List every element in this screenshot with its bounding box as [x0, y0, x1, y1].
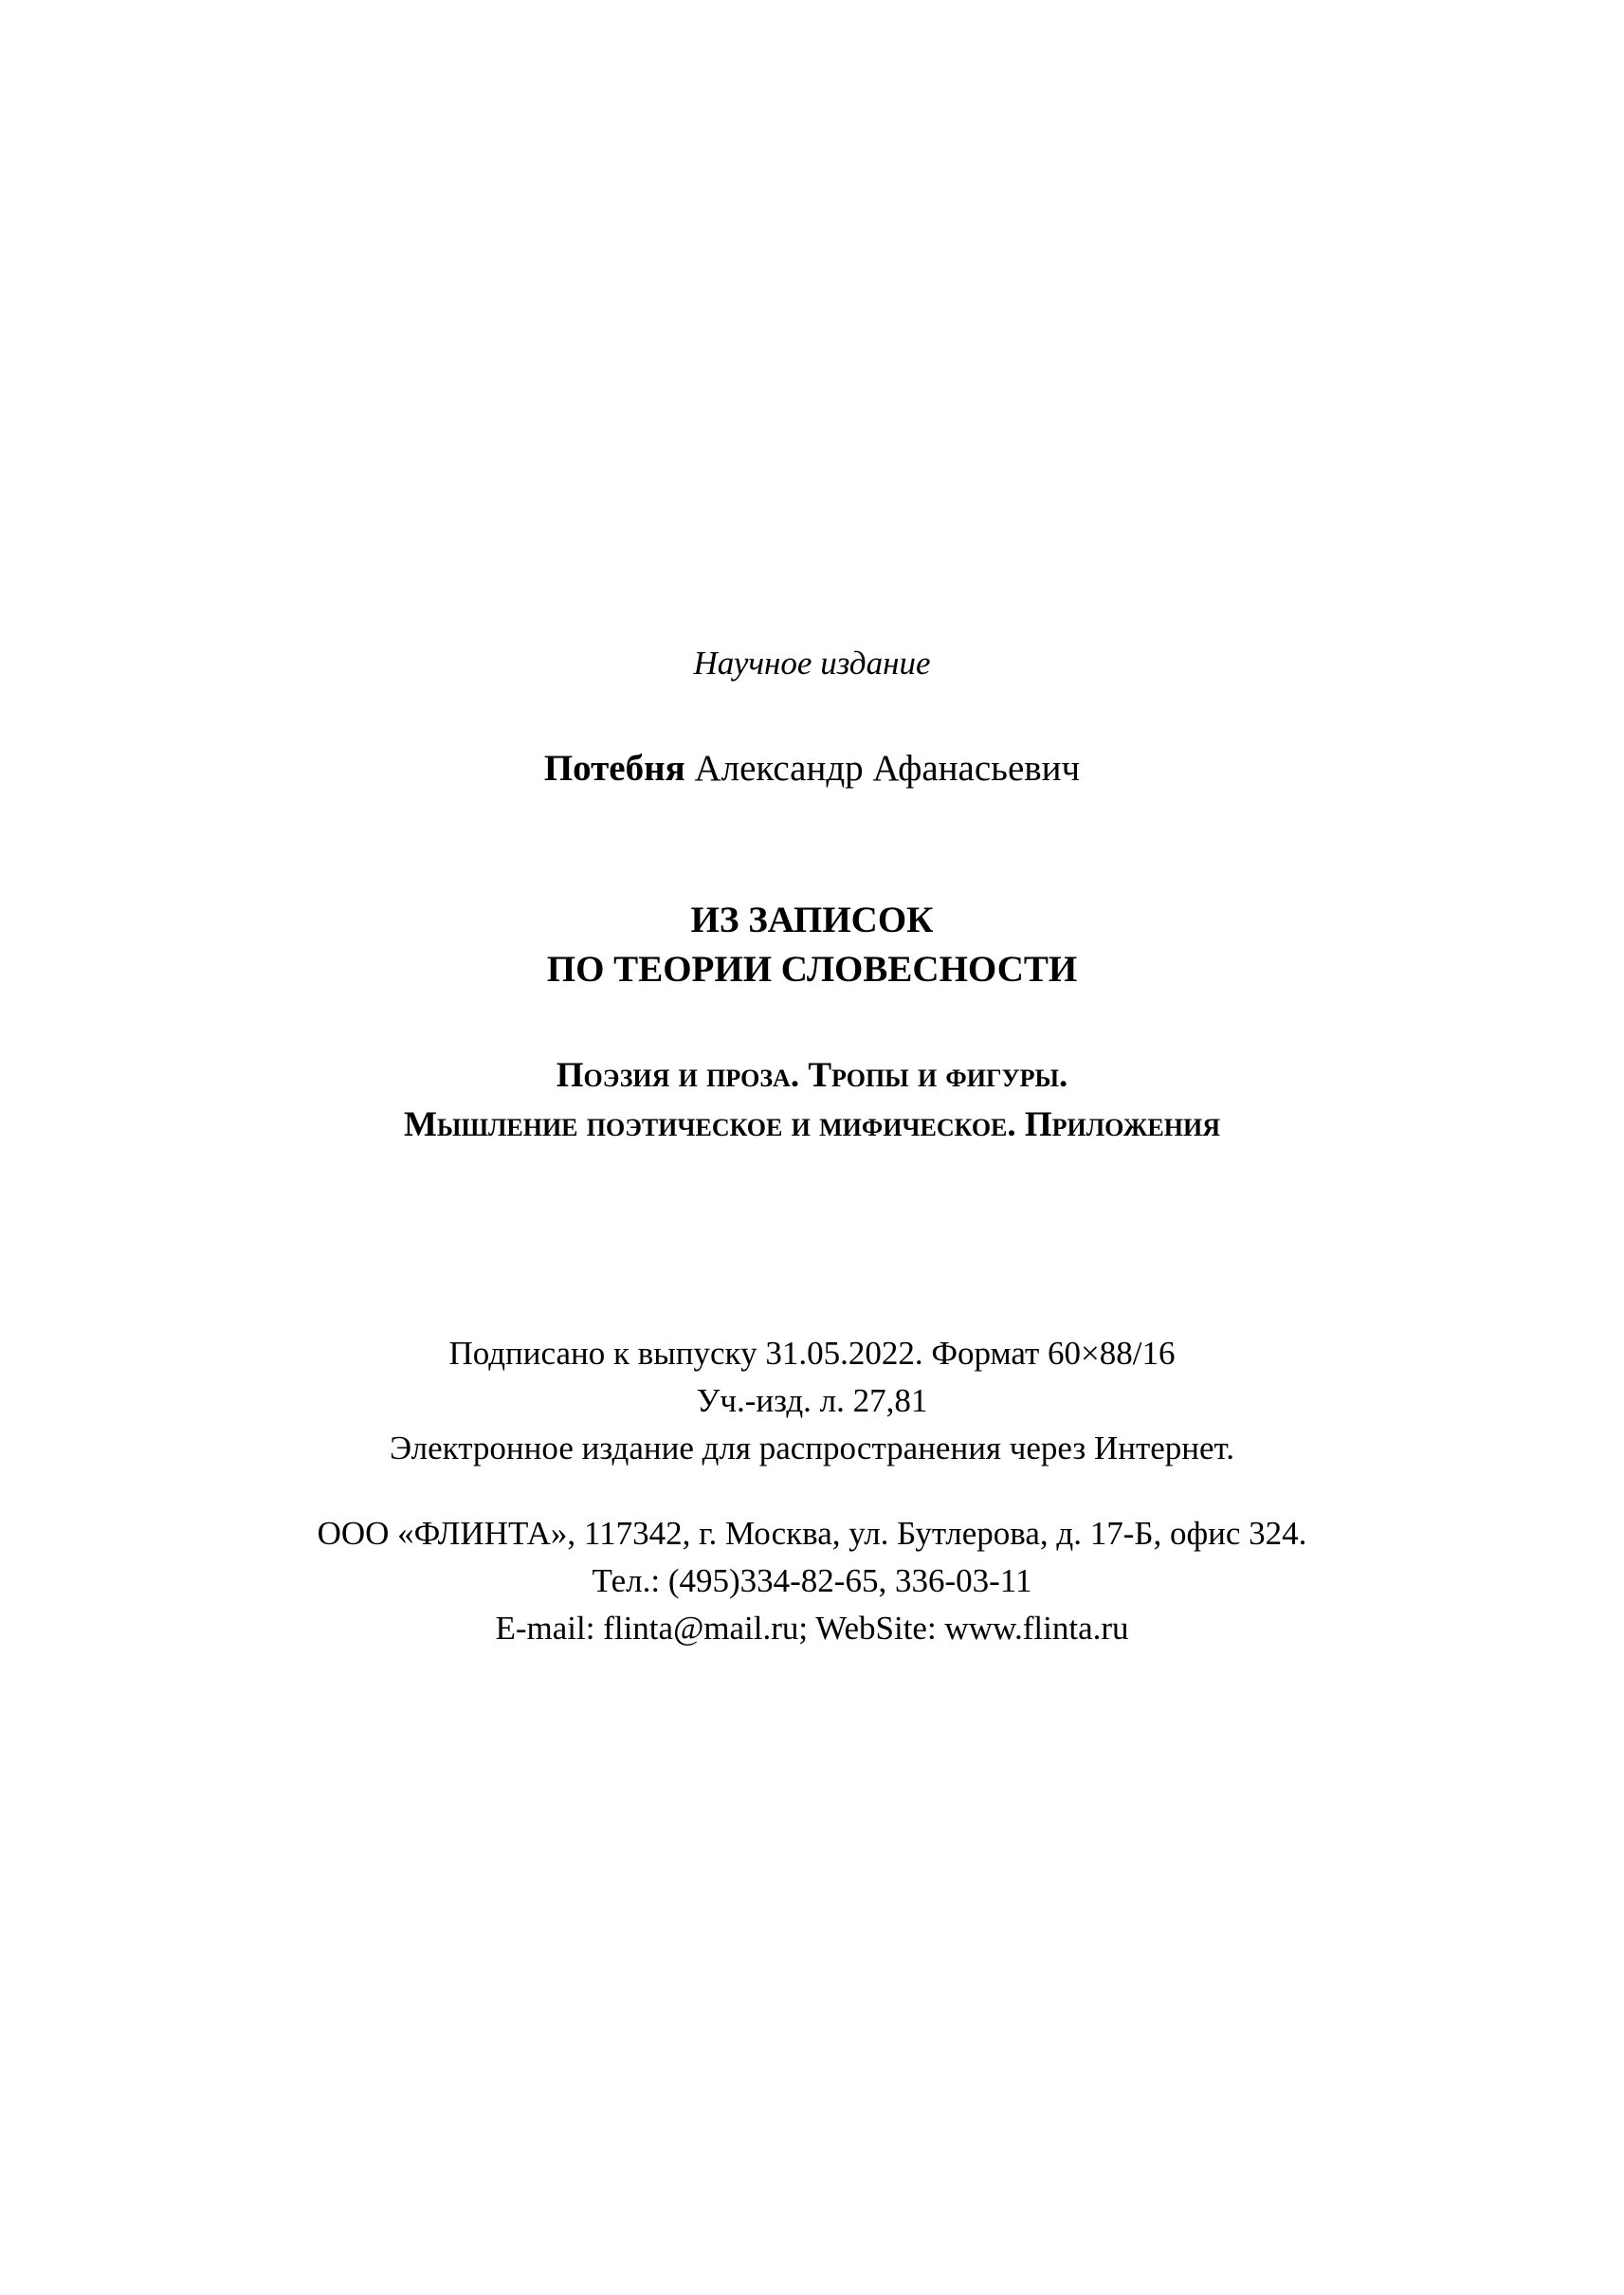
book-subtitle-line-2: Мышление поэтическое и мифическое. Приложения [404, 1105, 1220, 1144]
publisher-address: ООО «ФЛИНТА», 117342, г. Москва, ул. Бутлерова, д. 17-Б, офис 324. [317, 1515, 1307, 1552]
imprint-distribution-note: Электронное издание для распространения через Интернет. [390, 1430, 1234, 1466]
publisher-contacts: E-mail: flinta@mail.ru; WebSite: www.flinta.ru [495, 1610, 1129, 1647]
book-subtitle-line-1: Поэзия и проза. Тропы и фигуры. [556, 1056, 1068, 1095]
imprint-signed-format: Подписано к выпуску 31.05.2022. Формат 60×88/16 [448, 1335, 1176, 1372]
edition-type: Научное издание [693, 645, 931, 682]
author-name [0, 747, 1624, 790]
book-title-line-2: ПО ТЕОРИИ СЛОВЕСНОСТИ [546, 949, 1078, 990]
imprint-publishing-sheets: Уч.-изд. л. 27,81 [696, 1382, 928, 1419]
author-given-names: Александр Афанасьевич [694, 748, 1081, 789]
publisher-phone: Тел.: (495)334-82-65, 336-03-11 [592, 1562, 1032, 1599]
book-title-line-1: ИЗ ЗАПИСОК [690, 900, 934, 940]
author-surname: Потебня [543, 748, 685, 789]
